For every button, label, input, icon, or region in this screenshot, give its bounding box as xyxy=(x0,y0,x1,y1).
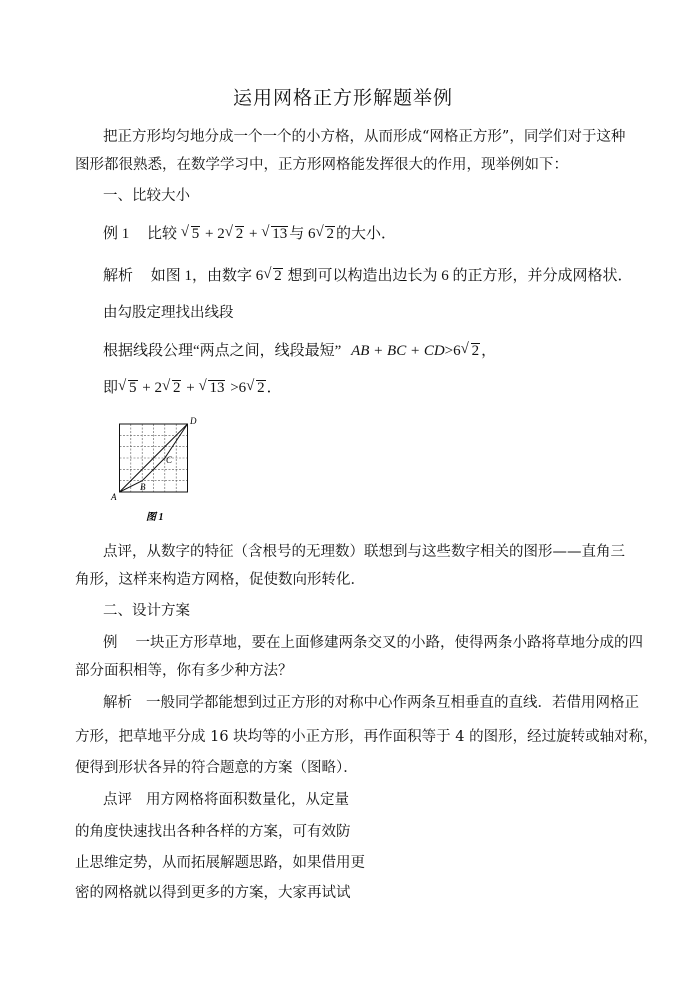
sqrt-2: √ 2 xyxy=(316,224,335,244)
section1-heading: 一、比较大小 xyxy=(103,188,190,204)
period: ． xyxy=(266,380,282,396)
example2-label: 例 xyxy=(103,635,118,651)
solution1-text-a: 如图 1，由数字 xyxy=(150,268,253,284)
plus-sign: + xyxy=(142,380,151,396)
solution2-line-3: 便得到形状各异的符合题意的方案（图略）． xyxy=(75,760,358,776)
solution1-label: 解析 xyxy=(103,268,134,284)
sqrt-2: √ 2 xyxy=(462,341,481,361)
section2-heading: 二、设计方案 xyxy=(103,603,190,619)
solution2-line-2: 方形，把草地平分成 16 块均等的小正方形，再作面积等于 4 的图形，经过旋转或轴对称， xyxy=(75,729,658,745)
example2-line-2: 部分面积相等，你有多少种方法？ xyxy=(75,663,293,679)
plus-sign: + xyxy=(186,380,195,396)
solution2-text: 一般同学都能想到过正方形的对称中心作两条互相垂直的直线．若借用网格正 xyxy=(146,695,639,711)
sqrt-5: √ 5 xyxy=(119,378,138,398)
coef-6: 6 xyxy=(453,343,461,359)
gt-sign: > xyxy=(444,343,454,359)
example1-text-b: 与 xyxy=(289,226,305,242)
example1-line xyxy=(103,224,396,244)
sqrt-2: √ 2 xyxy=(247,378,266,398)
conclusion-line xyxy=(103,378,282,398)
intro-line-2: 图形都很熟悉，在数学学习中，正方形网格能发挥很大的作用，现举例如下： xyxy=(75,157,568,173)
comment2-line-4: 密的网格就以得到更多的方案，大家再试试 xyxy=(75,885,351,901)
label-D: D xyxy=(190,416,197,426)
conclusion-prefix: 即 xyxy=(103,380,119,396)
gt-sign: > xyxy=(230,380,239,396)
example2-text: 一块正方形草地，要在上面修建两条交叉的小路，使得两条小路将草地分成的四 xyxy=(135,635,643,651)
axiom-text: 根据线段公理“两点之间，线段最短” xyxy=(103,343,342,359)
sqrt-5: √ 5 xyxy=(182,224,201,244)
label-A: A xyxy=(111,492,117,502)
figure-caption: 图 1 xyxy=(146,512,164,523)
example1-text-a: 比较 xyxy=(147,226,178,242)
solution1-text-b: 想到可以构造出边长为 6 的正方形，并分成网格状． xyxy=(287,268,633,284)
coef-6: 6 xyxy=(307,226,316,242)
sqrt-2: √ 2 xyxy=(226,224,245,244)
comment2-line-1 xyxy=(103,790,349,810)
axiom-math: AB + BC + CD xyxy=(351,343,445,359)
example1-label: 例 1 xyxy=(103,226,130,242)
sqrt-13: √ 13 xyxy=(199,378,225,398)
example2-line-1 xyxy=(103,633,643,653)
comment2-line-3: 止思维定势，从而拓展解题思路，如果借用更 xyxy=(75,855,365,871)
label-B: B xyxy=(140,482,146,492)
coef-6: 6 xyxy=(238,380,247,396)
solution1-line xyxy=(103,266,633,286)
solution2-line-1 xyxy=(103,693,639,713)
comment2-line-2: 的角度快速找出各种各样的方案，可有效防 xyxy=(75,824,351,840)
intro-line-1: 把正方形均匀地分成一个一个的小方格，从而形成“网格正方形”，同学们对于这种 xyxy=(103,129,626,145)
plus-sign: + xyxy=(249,226,258,242)
pythag-line: 由勾股定理找出线段 xyxy=(103,305,234,321)
example1-text-c: 的大小． xyxy=(335,226,396,242)
axiom-line xyxy=(103,341,496,361)
page-title: 运用网格正方形解题举例 xyxy=(233,87,454,109)
comment2-label: 点评 xyxy=(103,792,132,808)
sqrt-13: √ 13 xyxy=(262,224,288,244)
coef-2: 2 xyxy=(217,226,225,242)
comment2-text: 用方网格将面积数量化，从定量 xyxy=(146,792,349,808)
label-C: C xyxy=(166,455,173,465)
plus-sign: + xyxy=(205,226,214,242)
coef-2: 2 xyxy=(154,380,162,396)
comma: ， xyxy=(481,343,497,359)
comment1-line-2: 角形，这样来构造方网格，促使数向形转化． xyxy=(75,572,365,588)
sqrt-2: √ 2 xyxy=(264,266,283,286)
figure-1-grid xyxy=(108,414,208,524)
solution2-label: 解析 xyxy=(103,695,132,711)
sqrt-2: √ 2 xyxy=(163,378,182,398)
comment1-line-1: 点评，从数字的特征（含根号的无理数）联想到与这些数字相关的图形——直角三 xyxy=(103,544,625,560)
coef-6: 6 xyxy=(255,268,264,284)
